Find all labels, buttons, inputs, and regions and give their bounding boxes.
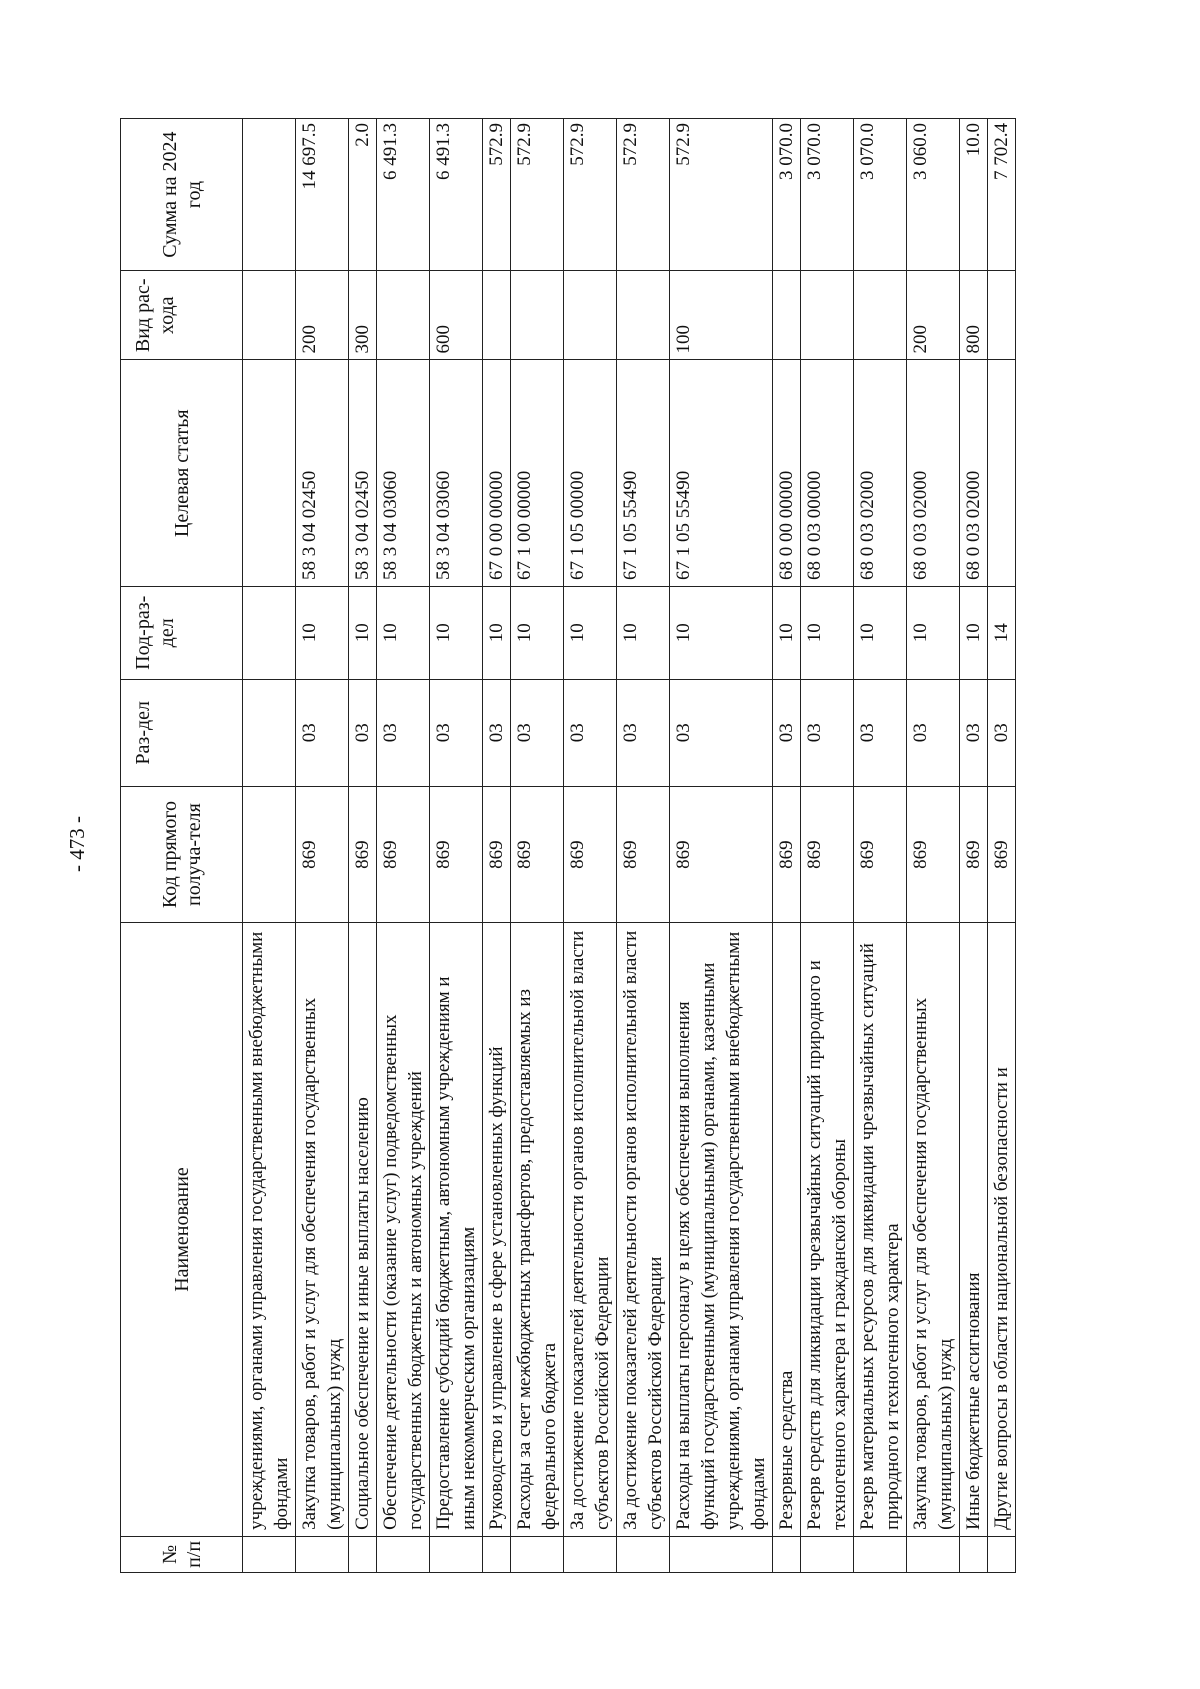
row-subsection-cell: 10 [349,587,377,680]
row-subsection-cell: 10 [511,587,564,680]
row-code-cell: 869 [907,786,960,922]
header-num: № п/п [121,1536,243,1572]
row-name-cell: Резерв материальных ресурсов для ликвидации чрезвычайных ситуаций природного и техногенного характера [854,923,907,1537]
row-name-cell: Руководство и управление в сфере установленных функций [483,923,511,1537]
row-code-cell: 869 [377,786,430,922]
row-num-cell [907,1536,960,1572]
row-name-cell: Другие вопросы в области национальной безопасности и [988,923,1016,1537]
row-target-cell: 68 0 03 02000 [907,360,960,587]
row-amount-cell: 14 697.5 [296,119,349,271]
row-amount-cell: 3 070.0 [854,119,907,271]
row-target-cell: 68 0 03 02000 [960,360,988,587]
row-subsection-cell: 10 [296,587,349,680]
row-code-cell: 869 [430,786,483,922]
row-name-cell: Расходы за счет межбюджетных трансфертов, предоставляемых из федерального бюджета [511,923,564,1537]
row-expense-type-cell: 600 [430,271,483,360]
row-expense-type-cell [854,271,907,360]
row-section-cell: 03 [349,679,377,786]
row-target-cell: 58 3 04 02450 [349,360,377,587]
row-subsection-cell: 10 [670,587,773,680]
table-row [907,119,960,1573]
row-code-cell: 869 [670,786,773,922]
row-target-cell: 58 3 04 02450 [296,360,349,587]
row-num-cell [511,1536,564,1572]
row-amount-cell: 10.0 [960,119,988,271]
row-expense-type-cell [773,271,801,360]
row-target-cell: 68 0 03 00000 [801,360,854,587]
row-target-cell: 58 3 04 03060 [430,360,483,587]
row-name-cell: Предоставление субсидий бюджетным, автономным учреждениям и иным некоммерческим организациям [430,923,483,1537]
header-name: Наименование [121,923,243,1537]
row-num-cell [773,1536,801,1572]
row-section-cell: 03 [773,679,801,786]
row-section-cell: 03 [854,679,907,786]
table-row [349,119,377,1573]
row-num-cell [377,1536,430,1572]
header-amount: Сумма на 2024 год [121,119,243,271]
row-amount-cell: 3 070.0 [801,119,854,271]
row-expense-type-cell: 300 [349,271,377,360]
row-target-cell: 68 0 03 02000 [854,360,907,587]
row-expense-type-cell [617,271,670,360]
row-name-cell: Резерв средств для ликвидации чрезвычайных ситуаций природного и техногенного характера и гражданской обороны [801,923,854,1537]
header-target: Целевая статья [121,360,243,587]
row-expense-type-cell [377,271,430,360]
row-target-cell: 67 0 00 00000 [483,360,511,587]
row-num-cell [349,1536,377,1572]
row-code-cell: 869 [801,786,854,922]
row-section-cell: 03 [483,679,511,786]
row-subsection-cell: 10 [907,587,960,680]
row-expense-type-cell [511,271,564,360]
row-subsection-cell [243,587,296,680]
table-row [801,119,854,1573]
row-code-cell: 869 [960,786,988,922]
row-amount-cell: 572.9 [511,119,564,271]
row-name-cell: Расходы на выплаты персоналу в целях обеспечения выполнения функций государственными (муниципальными) органами, казенными учреждениями, органами управления государственными внебюджетными фондами [670,923,773,1537]
row-section-cell: 03 [907,679,960,786]
table-row [243,119,296,1573]
row-num-cell [801,1536,854,1572]
table-row [511,119,564,1573]
header-code: Код прямого получа-теля [121,786,243,922]
table-row [960,119,988,1573]
row-code-cell [243,786,296,922]
row-code-cell: 869 [988,786,1016,922]
row-subsection-cell: 10 [377,587,430,680]
row-name-cell: учреждениями, органами управления государственными внебюджетными фондами [243,923,296,1537]
row-amount-cell: 572.9 [670,119,773,271]
budget-table [120,118,1016,1573]
table-row [564,119,617,1573]
row-section-cell: 03 [801,679,854,786]
table-row [670,119,773,1573]
row-amount-cell: 3 060.0 [907,119,960,271]
row-subsection-cell: 10 [617,587,670,680]
row-expense-type-cell: 100 [670,271,773,360]
table-row [773,119,801,1573]
row-amount-cell: 572.9 [483,119,511,271]
row-amount-cell: 572.9 [617,119,670,271]
row-num-cell [296,1536,349,1572]
row-amount-cell: 3 070.0 [773,119,801,271]
row-code-cell: 869 [349,786,377,922]
row-subsection-cell: 10 [430,587,483,680]
row-code-cell: 869 [511,786,564,922]
row-section-cell [243,679,296,786]
row-subsection-cell: 10 [801,587,854,680]
row-expense-type-cell: 200 [907,271,960,360]
row-num-cell [483,1536,511,1572]
header-subsection: Под-раз-дел [121,587,243,680]
row-section-cell: 03 [988,679,1016,786]
table-row [854,119,907,1573]
row-name-cell: Социальное обеспечение и иные выплаты населению [349,923,377,1537]
row-num-cell [854,1536,907,1572]
row-code-cell: 869 [483,786,511,922]
row-name-cell: Закупка товаров, работ и услуг для обеспечения государственных (муниципальных) нужд [296,923,349,1537]
row-target-cell: 58 3 04 03060 [377,360,430,587]
row-name-cell: Иные бюджетные ассигнования [960,923,988,1537]
row-amount-cell: 7 702.4 [988,119,1016,271]
row-target-cell: 67 1 05 00000 [564,360,617,587]
row-expense-type-cell [564,271,617,360]
row-section-cell: 03 [670,679,773,786]
row-name-cell: За достижение показателей деятельности органов исполнительной власти субъектов Российской Федерации [564,923,617,1537]
row-section-cell: 03 [296,679,349,786]
row-num-cell [670,1536,773,1572]
table-row [483,119,511,1573]
row-amount-cell: 6 491.3 [377,119,430,271]
table-row [296,119,349,1573]
row-code-cell: 869 [564,786,617,922]
row-amount-cell: 2.0 [349,119,377,271]
page-number: - 473 - [65,816,89,872]
row-amount-cell [243,119,296,271]
row-target-cell: 67 1 00 00000 [511,360,564,587]
row-target-cell: 67 1 05 55490 [670,360,773,587]
row-section-cell: 03 [511,679,564,786]
row-amount-cell: 572.9 [564,119,617,271]
row-num-cell [243,1536,296,1572]
table-row [988,119,1016,1573]
row-section-cell: 03 [960,679,988,786]
row-target-cell: 68 0 00 00000 [773,360,801,587]
row-code-cell: 869 [773,786,801,922]
row-expense-type-cell [483,271,511,360]
row-code-cell: 869 [854,786,907,922]
row-subsection-cell: 10 [854,587,907,680]
row-expense-type-cell: 800 [960,271,988,360]
row-section-cell: 03 [377,679,430,786]
row-num-cell [564,1536,617,1572]
row-code-cell: 869 [296,786,349,922]
row-subsection-cell: 14 [988,587,1016,680]
row-target-cell: 67 1 05 55490 [617,360,670,587]
row-subsection-cell: 10 [960,587,988,680]
row-expense-type-cell: 200 [296,271,349,360]
row-expense-type-cell [988,271,1016,360]
row-amount-cell: 6 491.3 [430,119,483,271]
row-target-cell [243,360,296,587]
table-header [121,119,243,1573]
row-code-cell: 869 [617,786,670,922]
table-row [377,119,430,1573]
row-name-cell: Обеспечение деятельности (оказание услуг) подведомственных государственных бюджетных и автономных учреждений [377,923,430,1537]
row-name-cell: Закупка товаров, работ и услуг для обеспечения государственных (муниципальных) нужд [907,923,960,1537]
row-name-cell: За достижение показателей деятельности органов исполнительной власти субъектов Российской Федерации [617,923,670,1537]
table-row [617,119,670,1573]
header-section: Раз-дел [121,679,243,786]
row-subsection-cell: 10 [564,587,617,680]
row-section-cell: 03 [430,679,483,786]
row-num-cell [617,1536,670,1572]
row-expense-type-cell [243,271,296,360]
row-section-cell: 03 [564,679,617,786]
row-subsection-cell: 10 [483,587,511,680]
row-num-cell [430,1536,483,1572]
row-target-cell [988,360,1016,587]
table-body [243,119,1016,1573]
row-name-cell: Резервные средства [773,923,801,1537]
row-expense-type-cell [801,271,854,360]
row-num-cell [988,1536,1016,1572]
budget-table-sheet [120,118,1087,1573]
table-row [430,119,483,1573]
row-section-cell: 03 [617,679,670,786]
header-expense-type: Вид рас-хода [121,271,243,360]
row-num-cell [960,1536,988,1572]
row-subsection-cell: 10 [773,587,801,680]
